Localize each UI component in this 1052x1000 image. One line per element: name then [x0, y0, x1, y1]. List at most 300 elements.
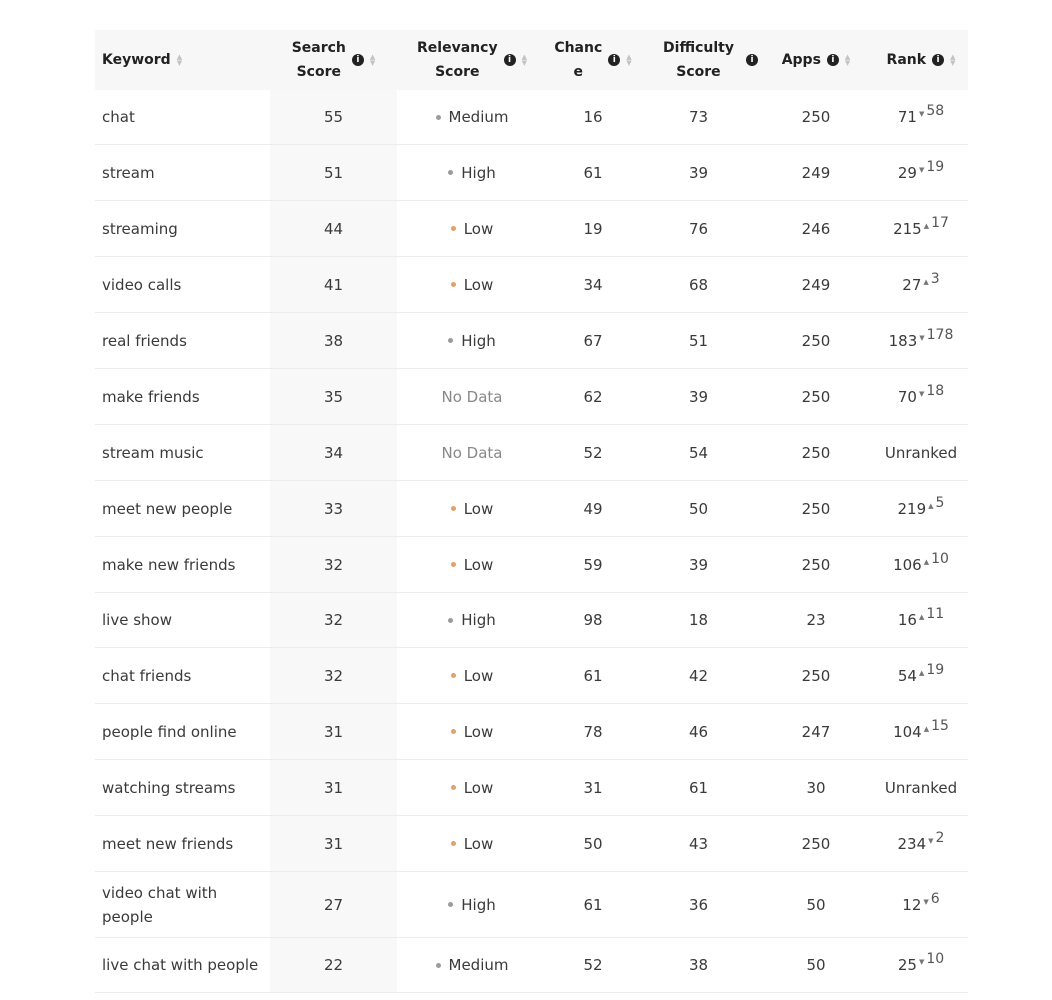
chance-value: 59	[583, 555, 603, 574]
chance-value: 19	[583, 219, 603, 238]
cell-apps	[758, 145, 874, 200]
cell-relevancy-score	[397, 257, 547, 312]
cell-keyword	[95, 481, 270, 536]
relevancy-label: Low	[463, 219, 494, 238]
cell-apps	[758, 201, 874, 256]
cell-relevancy-score	[397, 90, 547, 144]
cell-keyword	[95, 257, 270, 312]
relevancy-dot-icon	[451, 729, 456, 734]
difficulty-score-value: 43	[688, 834, 709, 853]
difficulty-score-value: 36	[688, 895, 709, 914]
cell-rank	[874, 369, 968, 424]
column-header-label-line: Score	[676, 64, 721, 80]
cell-difficulty-score	[639, 816, 758, 871]
rank-up-icon: ▲	[923, 277, 929, 286]
table-header	[95, 30, 968, 90]
apps-value: 246	[801, 219, 831, 238]
cell-rank	[874, 872, 968, 937]
difficulty-score-value: 54	[688, 443, 709, 462]
table-row[interactable]	[95, 481, 968, 537]
sort-icon[interactable]: ▲ ▼	[844, 53, 851, 67]
table-row[interactable]	[95, 938, 968, 993]
column-header-search-score[interactable]	[270, 30, 397, 90]
cell-difficulty-score	[639, 481, 758, 536]
cell-difficulty-score	[639, 593, 758, 647]
cell-difficulty-score	[639, 425, 758, 480]
column-header-label-line: Keyword	[102, 52, 171, 68]
cell-search-score	[270, 537, 397, 592]
cell-chance	[547, 816, 639, 871]
rank-down-icon: ▼	[919, 333, 925, 342]
rank-change: 15	[931, 717, 949, 734]
chance-value: 16	[583, 108, 603, 126]
cell-keyword	[95, 704, 270, 759]
difficulty-score-value: 42	[688, 666, 709, 685]
rank-change: 10	[931, 550, 949, 567]
rank-down-icon: ▼	[923, 897, 929, 906]
search-score-value: 33	[323, 499, 344, 518]
cell-rank	[874, 537, 968, 592]
cell-rank	[874, 145, 968, 200]
keyword-text: live show	[102, 611, 172, 629]
cell-search-score	[270, 872, 397, 937]
rank-change: 58	[926, 103, 945, 119]
relevancy-dot-icon	[448, 902, 453, 907]
rank-up-icon: ▲	[923, 724, 930, 733]
rank-value: Unranked	[884, 778, 958, 797]
table-row[interactable]	[95, 90, 968, 145]
rank-up-icon: ▲	[918, 613, 925, 621]
keyword-text: meet new people	[102, 499, 233, 518]
chance-value: 31	[583, 778, 603, 797]
cell-keyword	[95, 648, 270, 703]
cell-search-score	[270, 257, 397, 312]
cell-keyword	[95, 145, 270, 200]
apps-value: 250	[801, 666, 831, 685]
rank-up-icon: ▲	[928, 501, 934, 510]
cell-apps	[758, 425, 874, 480]
keyword-text: video calls	[102, 275, 182, 294]
rank-change: 17	[931, 214, 949, 231]
difficulty-score-value: 38	[688, 956, 709, 974]
cell-rank	[874, 313, 968, 368]
relevancy-dot-icon	[448, 338, 453, 343]
table-row[interactable]	[95, 872, 968, 938]
apps-value: 50	[806, 956, 826, 974]
relevancy-label: Medium	[448, 956, 509, 974]
search-score-value: 22	[323, 956, 344, 974]
rank-up-icon: ▲	[923, 557, 930, 566]
column-header-label	[663, 36, 734, 84]
cell-difficulty-score	[639, 938, 758, 992]
cell-difficulty-score	[639, 201, 758, 256]
keyword-text: make new friends	[102, 555, 236, 574]
apps-value: 250	[801, 499, 831, 518]
column-header-label	[417, 36, 498, 84]
relevancy-label: High	[461, 611, 496, 629]
cell-difficulty-score	[639, 313, 758, 368]
rank-down-icon: ▼	[918, 389, 925, 398]
info-icon[interactable]: i	[608, 54, 620, 66]
keyword-text: real friends	[102, 331, 187, 350]
chance-value: 49	[583, 499, 603, 518]
table-row[interactable]	[95, 257, 968, 313]
cell-keyword	[95, 313, 270, 368]
difficulty-score-value: 61	[688, 778, 709, 797]
cell-apps	[758, 938, 874, 992]
table-row[interactable]	[95, 425, 968, 481]
apps-value: 23	[806, 611, 826, 629]
apps-value: 249	[801, 163, 831, 182]
cell-search-score	[270, 816, 397, 871]
rank-down-icon: ▼	[928, 836, 934, 845]
cell-relevancy-score	[397, 537, 547, 592]
column-header-label-line: Search	[291, 40, 346, 56]
cell-search-score	[270, 704, 397, 759]
cell-search-score	[270, 938, 397, 992]
rank-change: 10	[926, 951, 945, 967]
column-header-label-line: Chanc	[554, 40, 603, 56]
table-row[interactable]	[95, 369, 968, 425]
cell-keyword	[95, 537, 270, 592]
search-score-value: 31	[323, 834, 344, 853]
chance-value: 78	[583, 722, 603, 741]
cell-apps	[758, 313, 874, 368]
search-score-value: 38	[323, 331, 344, 350]
rank-change: 3	[930, 270, 940, 287]
relevancy-dot-icon	[451, 506, 456, 511]
cell-apps	[758, 760, 874, 815]
chance-value: 67	[583, 331, 603, 350]
relevancy-label: Medium	[448, 108, 509, 126]
rank-value: 234	[897, 834, 927, 853]
info-icon[interactable]: i	[932, 54, 944, 66]
cell-relevancy-score	[397, 481, 547, 536]
search-score-value: 34	[323, 443, 344, 462]
chance-value: 52	[583, 956, 603, 974]
search-score-value: 31	[323, 722, 344, 741]
cell-search-score	[270, 760, 397, 815]
apps-value: 250	[801, 555, 831, 574]
keyword-text-line: people	[102, 907, 153, 926]
sort-icon[interactable]: ▲ ▼	[176, 53, 183, 67]
column-header-label-line: Difficulty	[663, 40, 734, 56]
sort-icon[interactable]: ▲ ▼	[521, 53, 527, 67]
apps-value: 247	[801, 722, 831, 741]
cell-rank	[874, 938, 968, 992]
relevancy-label: Low	[463, 722, 494, 741]
column-header-label	[102, 48, 171, 72]
relevancy-dot-icon	[451, 841, 456, 846]
column-header-label	[887, 48, 927, 72]
sort-icon[interactable]: ▲ ▼	[950, 53, 956, 67]
cell-rank	[874, 704, 968, 759]
apps-value: 250	[801, 834, 831, 853]
column-header-label-line: e	[573, 64, 584, 80]
cell-apps	[758, 816, 874, 871]
cell-search-score	[270, 648, 397, 703]
difficulty-score-value: 39	[688, 387, 709, 406]
difficulty-score-value: 39	[688, 555, 709, 574]
chance-value: 98	[583, 611, 603, 629]
keyword-text: chat	[102, 108, 135, 126]
rank-value: 70	[897, 387, 917, 406]
cell-keyword	[95, 425, 270, 480]
cell-difficulty-score	[639, 257, 758, 312]
cell-chance	[547, 760, 639, 815]
relevancy-label: High	[461, 331, 496, 350]
search-score-value: 44	[323, 219, 344, 238]
table-row[interactable]	[95, 145, 968, 201]
table-row[interactable]	[95, 537, 968, 593]
rank-value: 215	[893, 219, 922, 238]
table-row[interactable]	[95, 816, 968, 872]
table-row[interactable]	[95, 313, 968, 369]
cell-chance	[547, 313, 639, 368]
apps-value: 50	[806, 895, 826, 914]
column-header-apps[interactable]	[758, 30, 874, 90]
cell-rank	[874, 481, 968, 536]
info-icon[interactable]: i	[504, 54, 516, 66]
rank-up-icon: ▲	[923, 221, 930, 230]
relevancy-label: Low	[463, 555, 494, 574]
column-header-label-line: Rank	[886, 52, 927, 68]
difficulty-score-value: 76	[688, 219, 709, 238]
search-score-value: 35	[323, 387, 344, 406]
keyword-text: chat friends	[102, 666, 192, 685]
search-score-value: 51	[323, 163, 344, 182]
cell-keyword	[95, 816, 270, 871]
cell-rank	[874, 425, 968, 480]
rank-value: 54	[897, 666, 917, 685]
cell-apps	[758, 872, 874, 937]
cell-difficulty-score	[639, 648, 758, 703]
keyword-text: live chat with people	[102, 956, 259, 974]
cell-rank	[874, 201, 968, 256]
cell-keyword	[95, 90, 270, 144]
cell-keyword	[95, 872, 270, 937]
table-row[interactable]	[95, 704, 968, 760]
column-header-keyword[interactable]	[95, 30, 270, 90]
apps-value: 250	[801, 387, 831, 406]
chance-value: 61	[583, 666, 603, 685]
rank-change: 5	[935, 494, 945, 511]
column-header-label	[782, 48, 821, 72]
keyword-table	[95, 30, 968, 993]
cell-apps	[758, 593, 874, 647]
rank-value: 27	[902, 275, 922, 294]
search-score-value: 27	[323, 895, 344, 914]
table-row[interactable]	[95, 593, 968, 648]
rank-value: 16	[897, 611, 917, 629]
table-body	[95, 90, 968, 993]
column-header-label-line: Score	[296, 64, 341, 80]
cell-search-score	[270, 425, 397, 480]
relevancy-label: Low	[463, 666, 494, 685]
difficulty-score-value: 46	[688, 722, 709, 741]
cell-relevancy-score	[397, 313, 547, 368]
keyword-text: stream music	[102, 443, 204, 462]
cell-keyword	[95, 369, 270, 424]
cell-difficulty-score	[639, 145, 758, 200]
keyword-text: streaming	[102, 219, 178, 238]
keyword-text: make friends	[102, 387, 200, 406]
cell-keyword	[95, 593, 270, 647]
cell-chance	[547, 938, 639, 992]
column-header-chance[interactable]	[547, 30, 639, 90]
cell-apps	[758, 369, 874, 424]
cell-chance	[547, 537, 639, 592]
info-icon[interactable]: i	[352, 54, 364, 66]
cell-chance	[547, 481, 639, 536]
info-icon[interactable]: i	[827, 54, 839, 66]
cell-apps	[758, 257, 874, 312]
search-score-value: 31	[323, 778, 344, 797]
relevancy-dot-icon	[451, 673, 456, 678]
chance-value: 61	[583, 895, 603, 914]
cell-rank	[874, 257, 968, 312]
info-icon[interactable]: i	[746, 54, 758, 66]
cell-search-score	[270, 481, 397, 536]
table-row[interactable]	[95, 760, 968, 816]
rank-value: 219	[897, 499, 927, 518]
cell-chance	[547, 425, 639, 480]
relevancy-dot-icon	[451, 282, 456, 287]
cell-relevancy-score	[397, 760, 547, 815]
sort-icon[interactable]: ▲ ▼	[369, 53, 376, 67]
rank-down-icon: ▼	[918, 110, 925, 118]
relevancy-label: Low	[463, 499, 494, 518]
difficulty-score-value: 39	[688, 163, 709, 182]
cell-chance	[547, 369, 639, 424]
rank-value: 29	[897, 163, 917, 182]
chance-value: 50	[583, 834, 603, 853]
cell-chance	[547, 704, 639, 759]
chance-value: 62	[583, 387, 603, 406]
cell-rank	[874, 593, 968, 647]
cell-search-score	[270, 201, 397, 256]
rank-change: 2	[935, 829, 945, 846]
rank-down-icon: ▼	[918, 958, 925, 966]
difficulty-score-value: 68	[688, 275, 709, 294]
rank-change: 6	[930, 890, 940, 907]
relevancy-label: No Data	[441, 443, 503, 462]
rank-value: 104	[893, 722, 922, 741]
cell-search-score	[270, 90, 397, 144]
relevancy-label: Low	[463, 778, 494, 797]
search-score-value: 55	[323, 108, 344, 126]
cell-relevancy-score	[397, 201, 547, 256]
relevancy-label: Low	[463, 834, 494, 853]
relevancy-dot-icon	[436, 115, 441, 120]
cell-apps	[758, 704, 874, 759]
difficulty-score-value: 73	[688, 108, 709, 126]
cell-search-score	[270, 369, 397, 424]
rank-change: 11	[926, 606, 945, 622]
cell-rank	[874, 816, 968, 871]
chance-value: 52	[583, 443, 603, 462]
column-header-label	[292, 36, 346, 84]
keyword-text	[102, 881, 217, 929]
relevancy-dot-icon	[451, 226, 456, 231]
relevancy-dot-icon	[451, 785, 456, 790]
cell-relevancy-score	[397, 145, 547, 200]
rank-change: 178	[926, 326, 954, 343]
rank-change: 19	[926, 661, 945, 678]
rank-up-icon: ▲	[918, 668, 925, 677]
cell-chance	[547, 145, 639, 200]
cell-apps	[758, 537, 874, 592]
apps-value: 250	[801, 108, 831, 126]
cell-rank	[874, 760, 968, 815]
column-header-label	[554, 36, 602, 84]
cell-difficulty-score	[639, 90, 758, 144]
difficulty-score-value: 50	[688, 499, 709, 518]
cell-search-score	[270, 593, 397, 647]
cell-keyword	[95, 938, 270, 992]
relevancy-dot-icon	[451, 562, 456, 567]
apps-value: 250	[801, 443, 831, 462]
table-row[interactable]	[95, 648, 968, 704]
rank-value: Unranked	[884, 443, 958, 462]
keyword-text: people find online	[102, 722, 237, 741]
rank-change: 18	[926, 382, 945, 399]
difficulty-score-value: 18	[688, 611, 709, 629]
column-header-label-line: Score	[435, 64, 480, 80]
rank-value: 106	[893, 555, 922, 574]
relevancy-dot-icon	[448, 170, 453, 175]
cell-relevancy-score	[397, 938, 547, 992]
column-header-difficulty-score	[639, 30, 758, 90]
apps-value: 250	[801, 331, 831, 350]
cell-relevancy-score	[397, 872, 547, 937]
keyword-text: watching streams	[102, 778, 236, 797]
cell-difficulty-score	[639, 704, 758, 759]
rank-down-icon: ▼	[918, 165, 925, 174]
rank-value: 12	[902, 895, 922, 914]
cell-difficulty-score	[639, 872, 758, 937]
cell-apps	[758, 648, 874, 703]
cell-relevancy-score	[397, 593, 547, 647]
table-row[interactable]	[95, 201, 968, 257]
cell-rank	[874, 648, 968, 703]
sort-icon[interactable]: ▲ ▼	[626, 53, 632, 67]
cell-search-score	[270, 313, 397, 368]
cell-apps	[758, 481, 874, 536]
rank-value: 71	[897, 108, 917, 126]
keyword-text: stream	[102, 163, 155, 182]
column-header-rank[interactable]	[874, 30, 968, 90]
column-header-relevancy-score[interactable]	[397, 30, 547, 90]
cell-relevancy-score	[397, 704, 547, 759]
cell-keyword	[95, 201, 270, 256]
cell-relevancy-score	[397, 369, 547, 424]
cell-chance	[547, 593, 639, 647]
cell-chance	[547, 257, 639, 312]
relevancy-dot-icon	[436, 963, 441, 968]
rank-value: 183	[888, 331, 918, 350]
cell-chance	[547, 90, 639, 144]
cell-relevancy-score	[397, 816, 547, 871]
relevancy-label: High	[461, 163, 496, 182]
search-score-value: 41	[323, 275, 344, 294]
apps-value: 30	[806, 778, 826, 797]
cell-search-score	[270, 145, 397, 200]
search-score-value: 32	[323, 666, 344, 685]
chance-value: 34	[583, 275, 603, 294]
cell-relevancy-score	[397, 425, 547, 480]
cell-chance	[547, 872, 639, 937]
